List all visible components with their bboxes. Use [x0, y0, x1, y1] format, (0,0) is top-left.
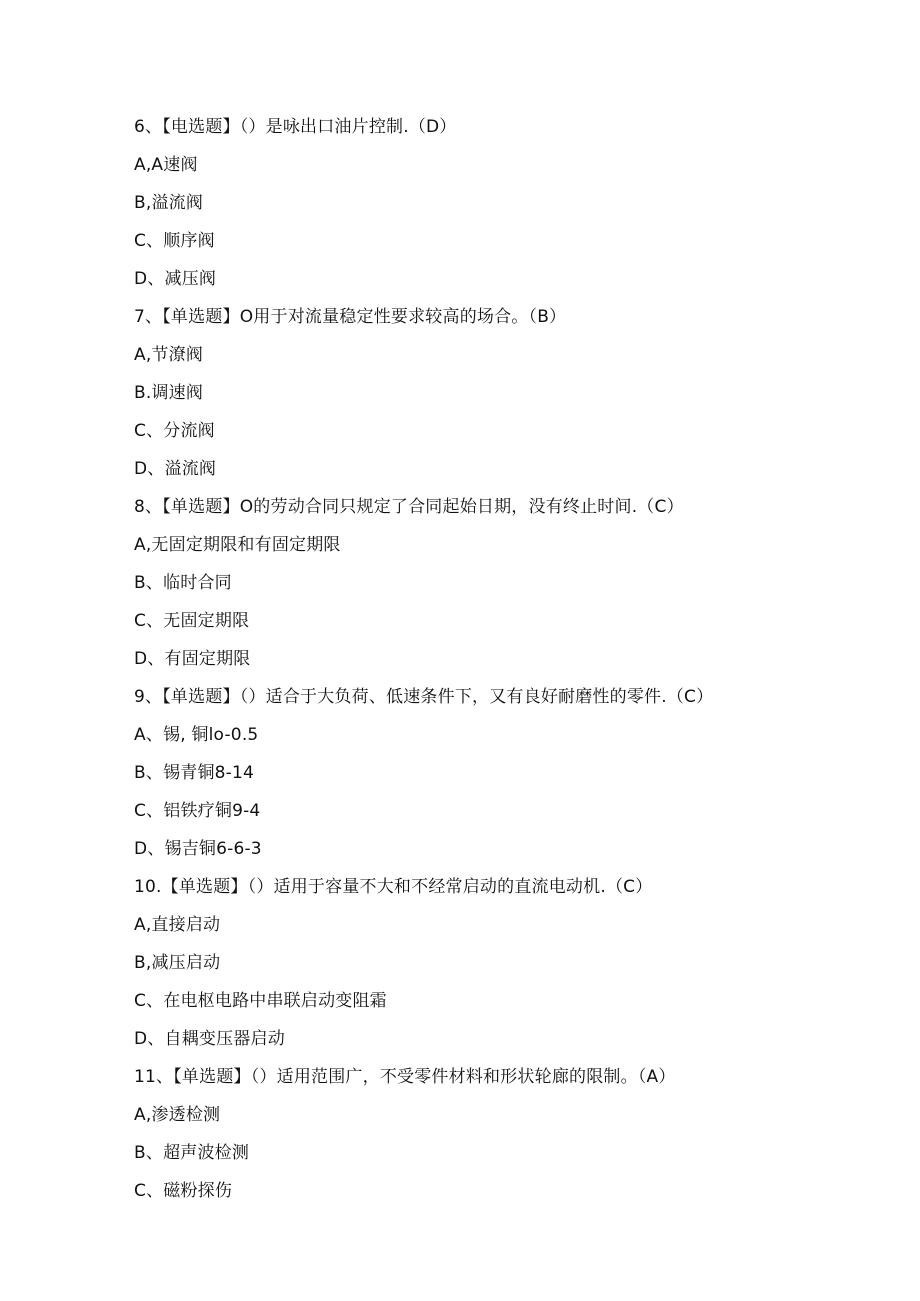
question-7-option-b: B.调速阀 [134, 383, 204, 403]
question-6-option-c: C、顺序阀 [134, 231, 215, 251]
question-11-option-b: B、超声波检测 [134, 1143, 250, 1163]
question-6-option-d: D、减压阀 [134, 269, 217, 289]
question-10-option-b: B,减压启动 [134, 953, 221, 973]
question-10-option-d: D、自耦变压器启动 [134, 1029, 285, 1049]
question-11-option-c: C、磁粉探伤 [134, 1181, 233, 1201]
question-8-stem: 8、【单选题】O的劳动合同只规定了合同起始日期，没有终止时间.（C） [134, 497, 684, 517]
question-9-option-c: C、铝铁疗铜9-4 [134, 801, 261, 821]
question-9-option-a: A、锡, 铜lo-0.5 [134, 725, 259, 745]
question-10-stem: 10.【单选题】（）适用于容量不大和不经常启动的直流电动机.（C） [134, 877, 653, 897]
question-8-option-c: C、无固定期限 [134, 611, 250, 631]
question-9-option-b: B、锡青铜8-14 [134, 763, 255, 783]
question-7-stem: 7、【单选题】O用于对流量稳定性要求较高的场合。（B） [134, 307, 567, 327]
question-7-option-d: D、溢流阀 [134, 459, 217, 479]
question-11-option-a: A,渗透检测 [134, 1105, 221, 1125]
question-6-option-b: B,溢流阀 [134, 193, 204, 213]
question-10-option-a: A,直接启动 [134, 915, 221, 935]
question-8-option-a: A,无固定期限和有固定期限 [134, 535, 341, 555]
question-6-option-a: A,A速阀 [134, 155, 198, 175]
question-11-stem: 11、【单选题】（）适用范围广，不受零件材料和形状轮廊的限制。（A） [134, 1067, 676, 1087]
question-10-option-c: C、在电枢电路中串联启动变阻霜 [134, 991, 387, 1011]
question-7-option-a: A,节潦阀 [134, 345, 204, 365]
question-6-stem: 6、【电选题】（）是咏出口油片控制.（D） [134, 117, 457, 137]
question-9-option-d: D、锡吉铜6-6-3 [134, 839, 262, 859]
question-8-option-b: B、临时合同 [134, 573, 232, 593]
question-8-option-d: D、有固定期限 [134, 649, 251, 669]
question-list [134, 114, 854, 1216]
question-9-stem: 9、【单选题】（）适合于大负荷、低速条件下，又有良好耐磨性的零件.（C） [134, 687, 714, 707]
question-7-option-c: C、分流阀 [134, 421, 215, 441]
